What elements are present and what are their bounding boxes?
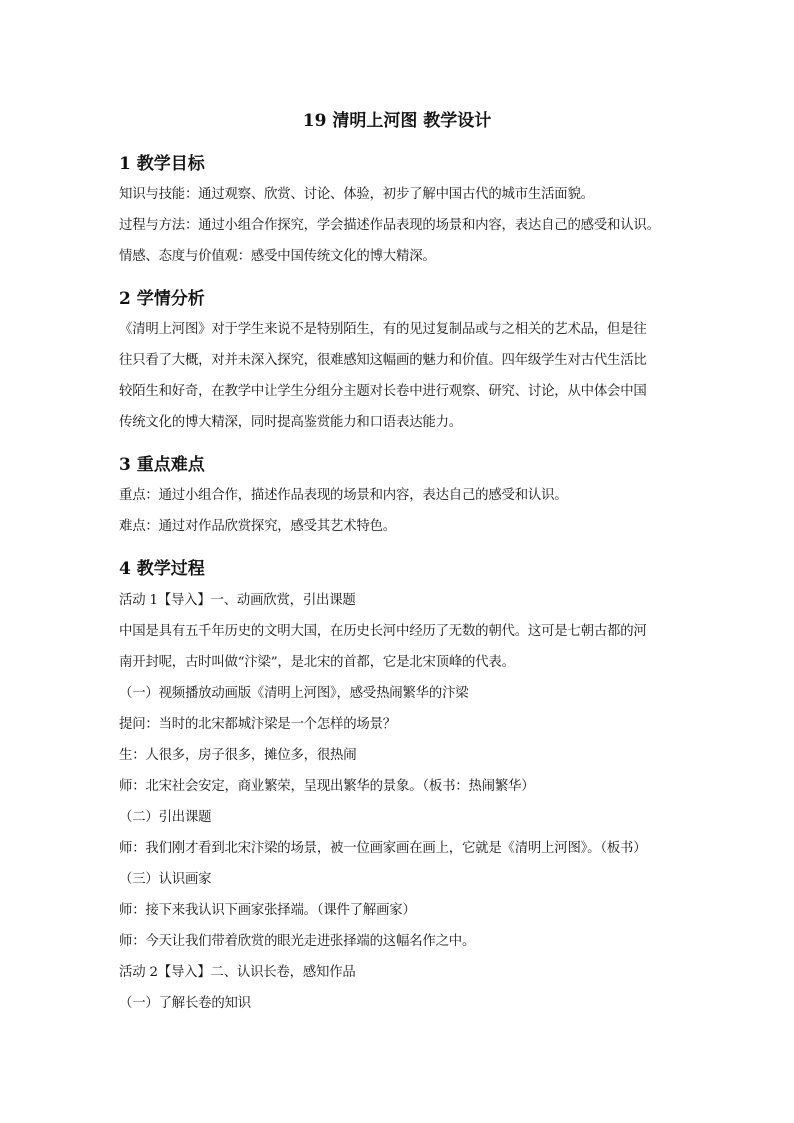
section-heading-analysis: 2 学情分析 [119, 289, 205, 309]
paragraph-line: 生：人很多，房子很多，摊位多，很热闹 [119, 748, 357, 763]
paragraph-line: 过程与方法：通过小组合作探究，学会描述作品表现的场景和内容，表达自己的感受和认识。 [119, 218, 660, 233]
paragraph-line: 传统文化的博大精深，同时提高鉴赏能力和口语表达能力。 [119, 415, 462, 430]
paragraph-line: 重点：通过小组合作，描述作品表现的场景和内容，表达自己的感受和认识。 [119, 488, 568, 503]
paragraph-line: 活动 1【导入】一、动画欣赏，引出课题 [119, 593, 356, 608]
paragraph-line: （一）了解长卷的知识 [119, 996, 251, 1011]
paragraph-line: 师：接下来我认识下画家张择端。（课件了解画家） [119, 903, 416, 918]
paragraph-line: 《清明上河图》对于学生来说不是特别陌生，有的见过复制品或与之相关的艺术品，但是往 [119, 322, 647, 337]
paragraph-line: 情感、态度与价值观：感受中国传统文化的博大精深。 [119, 249, 436, 264]
paragraph-line: 师：我们刚才看到北宋汴梁的场景，被一位画家画在画上，它就是《清明上河图》。（板书） [119, 841, 647, 856]
paragraph-line: 中国是具有五千年历史的文明大国，在历史长河中经历了无数的朝代。这可是七朝古都的河 [119, 624, 647, 639]
section-heading-objectives: 1 教学目标 [119, 154, 205, 174]
paragraph-line: （二）引出课题 [119, 810, 212, 825]
paragraph-line: （三）认识画家 [119, 872, 212, 887]
paragraph-line: 师：今天让我们带着欣赏的眼光走进张择端的这幅名作之中。 [119, 934, 476, 949]
section-heading-process: 4 教学过程 [119, 559, 205, 579]
paragraph-line: 南开封呢，古时叫做“汴梁”，是北宋的首都，它是北宋顶峰的代表。 [119, 655, 515, 670]
document-title: 19 清明上河图 教学设计 [302, 111, 492, 131]
paragraph-line: 较陌生和好奇，在教学中让学生分组分主题对长卷中进行观察、研究、讨论，从中体会中国 [119, 384, 647, 399]
paragraph-line: 往只看了大概，对并未深入探究，很难感知这幅画的魅力和价值。四年级学生对古代生活比 [119, 353, 647, 368]
paragraph-line: 提问：当时的北宋都城汴梁是一个怎样的场景？ [119, 717, 397, 732]
paragraph-line: 师：北宋社会安定，商业繁荣，呈现出繁华的景象。（板书：热闹繁华） [119, 779, 535, 794]
paragraph-line: （一）视频播放动画版《清明上河图》，感受热闹繁华的汴梁 [119, 686, 469, 701]
section-heading-key-points: 3 重点难点 [119, 455, 205, 475]
paragraph-line: 难点：通过对作品欣赏探究，感受其艺术特色。 [119, 519, 397, 534]
paragraph-line: 活动 2【导入】二、认识长卷，感知作品 [119, 965, 356, 980]
paragraph-line: 知识与技能：通过观察、欣赏、讨论、体验，初步了解中国古代的城市生活面貌。 [119, 187, 594, 202]
